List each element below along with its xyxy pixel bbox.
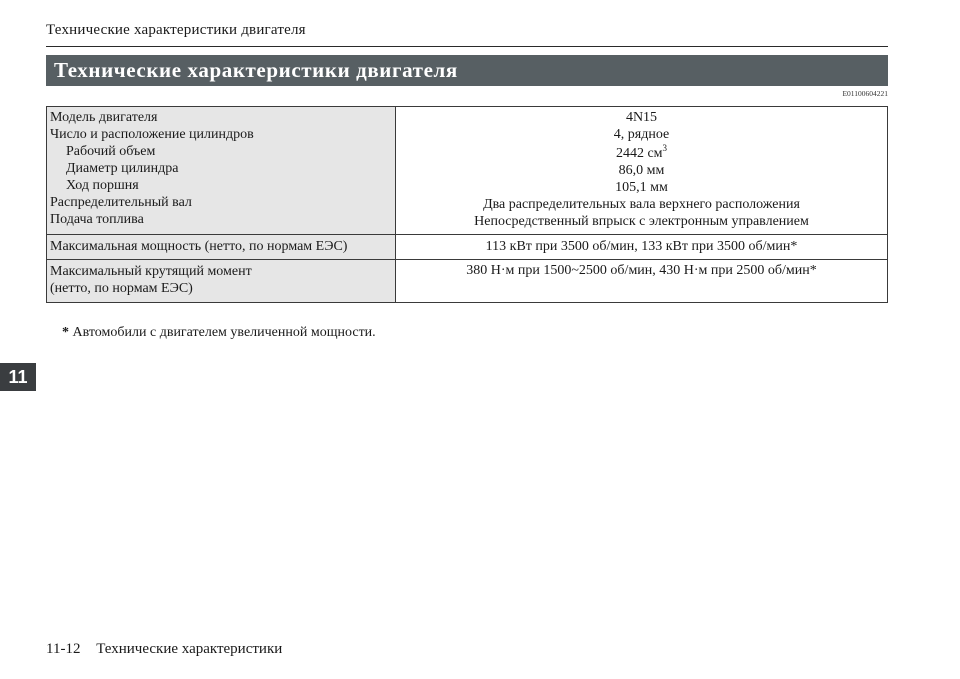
label-max-torque <box>47 260 396 303</box>
value-max-power: 113 кВт при 3500 об/мин, 133 кВт при 3500 об/мин* <box>396 235 888 260</box>
footnote <box>62 325 376 341</box>
label-stroke: Ход поршня <box>66 178 139 193</box>
label-fuel-supply: Подача топлива <box>50 212 144 227</box>
header-divider <box>46 46 888 47</box>
label-cylinders: Число и расположение цилиндров <box>50 127 254 142</box>
value-camshaft: Два распределительных вала верхнего расположения <box>483 197 800 212</box>
value-engine-model: 4N15 <box>625 110 658 125</box>
value-displacement-superscript: 3 <box>662 143 668 153</box>
value-stroke: 105,1 мм <box>615 180 668 195</box>
section-title: Технические характеристики двигателя <box>46 55 888 86</box>
table-row <box>47 260 888 303</box>
label-engine-model: Модель двигателя <box>50 110 158 125</box>
engine-spec-table <box>46 106 888 303</box>
footnote-text: Автомобили с двигателем увеличенной мощности. <box>72 325 376 340</box>
footer-chapter-title: Технические характеристики <box>96 641 283 657</box>
label-displacement: Рабочий объем <box>66 144 156 159</box>
document-code: E01100604221 <box>842 89 888 98</box>
footnote-marker: * <box>62 325 69 340</box>
table-row <box>47 235 888 260</box>
label-max-power: Максимальная мощность (нетто, по нормам ЕЭС) <box>47 235 396 260</box>
label-bore: Диаметр цилиндра <box>66 161 179 176</box>
label-max-torque-line2: (нетто, по нормам ЕЭС) <box>50 281 193 296</box>
value-displacement <box>400 143 883 162</box>
page-number: 11-12 <box>46 641 81 657</box>
page-footer <box>46 641 282 658</box>
spec-values-cell <box>396 107 888 235</box>
value-displacement-number: 2442 см <box>615 146 663 161</box>
value-fuel-supply: Непосредственный впрыск с электронным управлением <box>474 214 809 229</box>
value-cylinders: 4, рядное <box>613 127 670 142</box>
running-header: Технические характеристики двигателя <box>46 22 306 38</box>
value-max-torque: 380 Н·м при 1500~2500 об/мин, 430 Н·м при 2500 об/мин* <box>396 260 888 303</box>
value-bore: 86,0 мм <box>618 163 665 178</box>
label-camshaft: Распределительный вал <box>50 195 192 210</box>
table-row <box>47 107 888 235</box>
spec-labels-cell <box>47 107 396 235</box>
label-max-torque-line1: Максимальный крутящий момент <box>50 264 252 279</box>
chapter-tab: 11 <box>0 363 36 391</box>
